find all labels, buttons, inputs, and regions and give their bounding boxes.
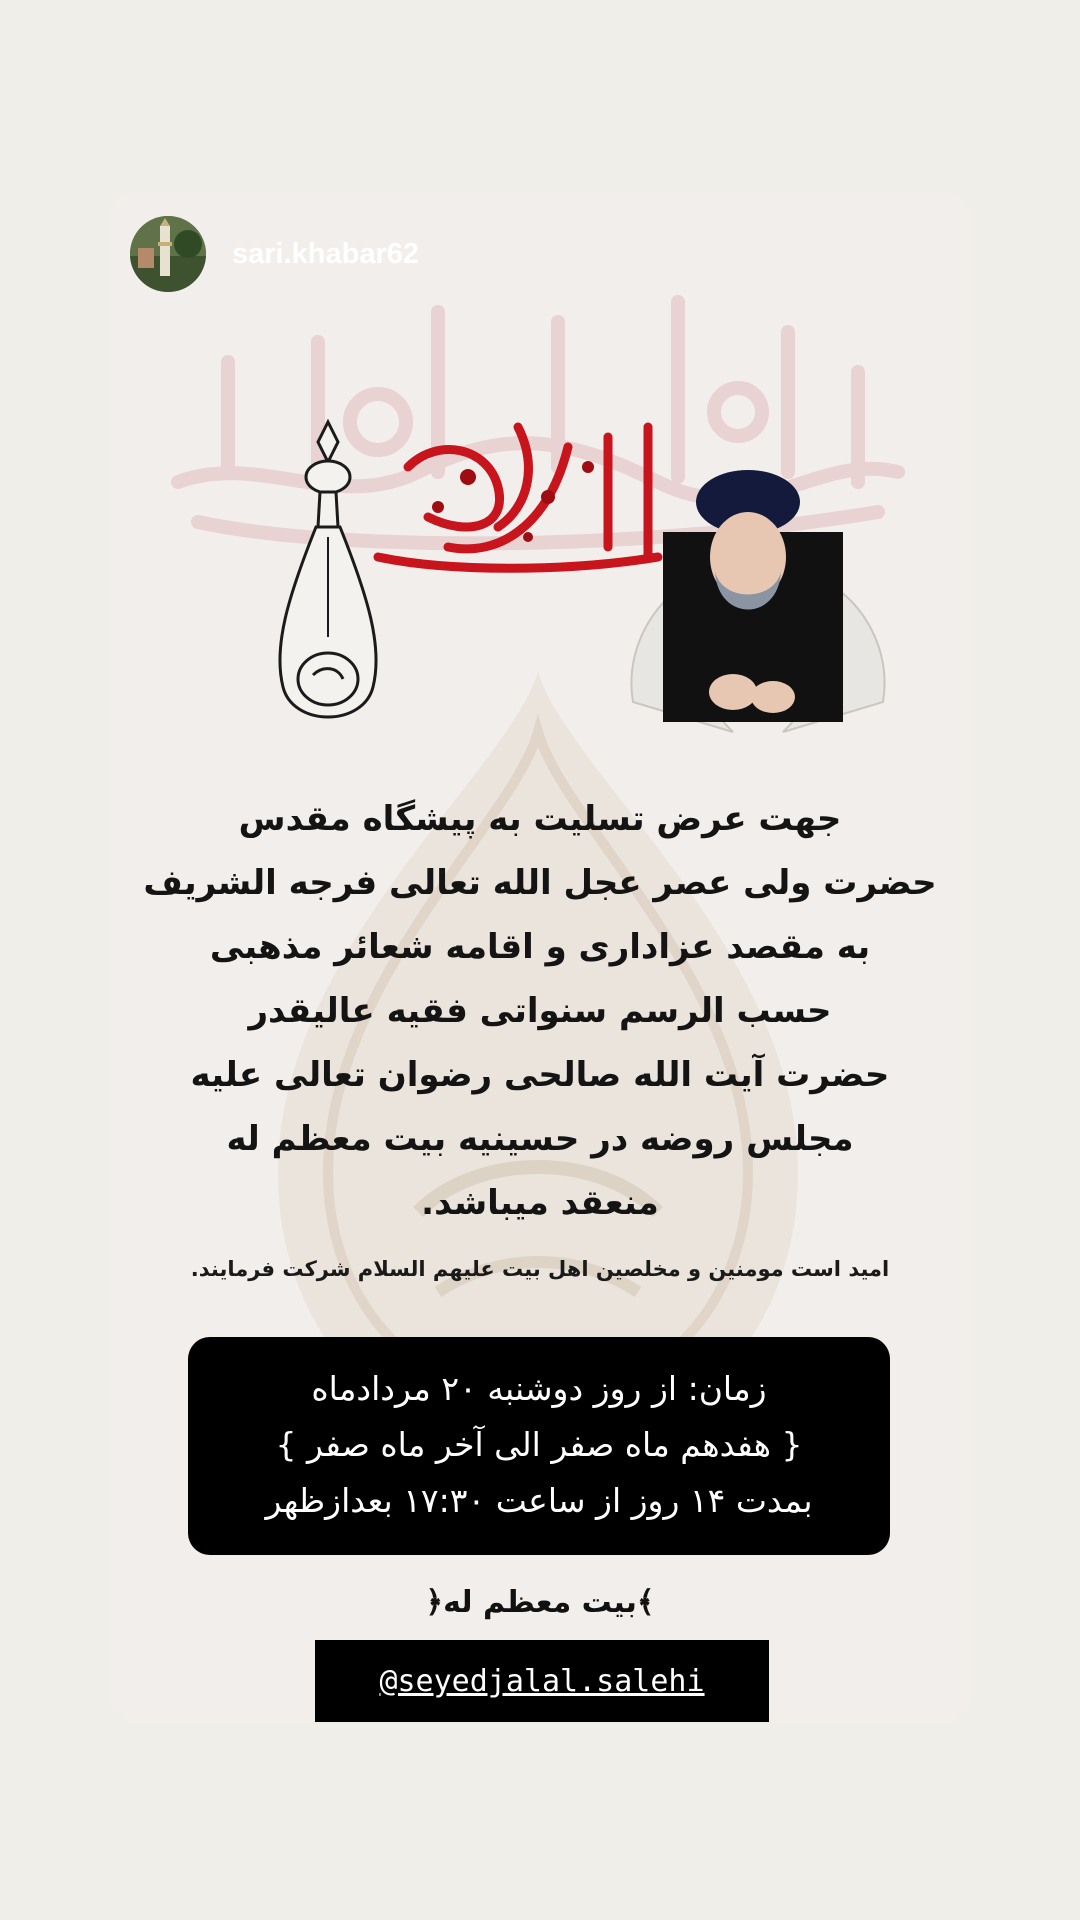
announcement-line: حسب الرسم سنواتی فقیه عالیقدر	[248, 991, 832, 1031]
cleric-portrait-image	[623, 462, 893, 762]
story-header	[130, 214, 419, 294]
invitation-text: امید است مومنین و مخلصین اهل بیت علیهم السلام شرکت فرمایند.	[190, 1257, 890, 1281]
announcement-line: جهت عرض تسلیت به پیشگاه مقدس	[238, 799, 842, 839]
ornamental-flask-icon	[268, 417, 388, 737]
schedule-line: زمان: از روز دوشنبه ۲۰ مردادماه	[311, 1369, 767, 1408]
announcement-line: منعقد میباشد.	[421, 1183, 659, 1223]
announcement-line: حضرت آیت الله صالحی رضوان تعالی علیه	[190, 1055, 890, 1095]
mosque-minaret-avatar[interactable]	[130, 216, 206, 292]
announcement-line: حضرت ولی عصر عجل الله تعالی فرجه الشریف	[143, 863, 937, 903]
schedule-box	[188, 1337, 890, 1555]
schedule-line: بمدت ۱۴ روز از ساعت ۱۷:۳۰ بعدازظهر	[265, 1481, 813, 1520]
story-post-card	[108, 192, 972, 1722]
schedule-line: { هفدهم ماه صفر الی آخر ماه صفر }	[275, 1425, 803, 1464]
announcement-line: به مقصد عزاداری و اقامه شعائر مذهبی	[209, 927, 871, 967]
signature-text: ﴾بیت معظم له﴿	[425, 1585, 655, 1620]
username[interactable]: sari.khabar62	[232, 237, 420, 270]
mention-handle[interactable]: @seyedjalal.salehi	[379, 1663, 705, 1699]
announcement-line: مجلس روضه در حسینیه بیت معظم له	[226, 1119, 854, 1159]
mention-sticker[interactable]	[315, 1640, 769, 1722]
announcement-text	[108, 787, 972, 1235]
